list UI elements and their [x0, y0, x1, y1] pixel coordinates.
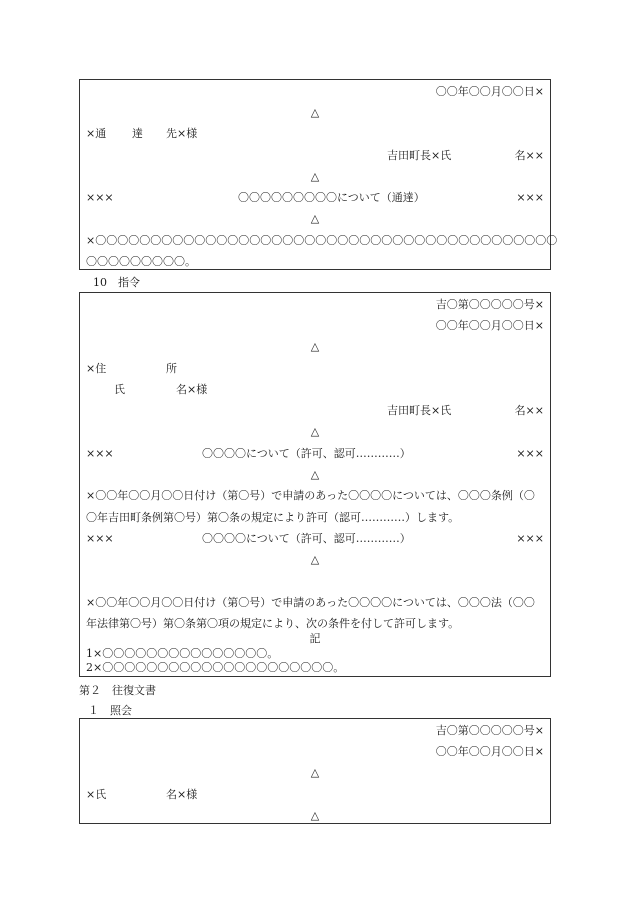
subject-right: ×××	[516, 447, 544, 460]
spacer-triangle: △	[310, 212, 320, 225]
spacer-triangle: △	[310, 106, 320, 119]
body-line-2: 〇〇〇〇〇〇〇〇〇。	[86, 255, 196, 268]
condition-item-2: 2×〇〇〇〇〇〇〇〇〇〇〇〇〇〇〇〇〇〇〇〇〇。	[86, 661, 345, 674]
section-heading-10: 10 指令	[93, 276, 140, 289]
body-line-1: ×〇〇〇〇〇〇〇〇〇〇〇〇〇〇〇〇〇〇〇〇〇〇〇〇〇〇〇〇〇〇〇〇〇〇〇〇〇〇〇〇〇〇	[86, 234, 558, 247]
subject-left: ×××	[86, 191, 114, 204]
shokai-box	[79, 718, 551, 824]
shirei-box	[79, 292, 551, 677]
sender-name: 吉田町長×氏	[387, 404, 452, 417]
condition-item-1: 1×〇〇〇〇〇〇〇〇〇〇〇〇〇〇〇。	[86, 647, 279, 660]
section-heading-2: 第２ 往復文書	[79, 684, 156, 697]
body-line-2: 〇年吉田町条例第〇号）第〇条の規定により許可（認可…………）します。	[86, 511, 460, 524]
subject-left: ×××	[86, 447, 114, 460]
addressee-prefix: ×通	[86, 127, 107, 140]
sender-name: 吉田町長×氏	[387, 149, 452, 162]
tsutatsu-box	[79, 79, 558, 270]
section-heading-1: １ 照会	[88, 704, 132, 717]
body-line-4: 年法律第〇号）第〇条第〇項の規定により、次の条件を付して許可します。	[86, 617, 460, 630]
subject-left: ×××	[86, 532, 114, 545]
spacer-triangle: △	[310, 468, 320, 481]
address-label: ×住	[86, 362, 107, 375]
date-line: 〇〇年〇〇月〇〇日×	[435, 319, 544, 332]
subject-right: ×××	[516, 191, 544, 204]
subject-title: 〇〇〇〇について（許可、認可…………）	[202, 447, 411, 460]
date-line: 〇〇年〇〇月〇〇日×	[435, 85, 544, 98]
spacer-triangle: △	[310, 553, 320, 566]
name-label: 氏	[114, 383, 125, 396]
name-label-end: 名×様	[176, 383, 208, 396]
ki-label: 記	[309, 632, 321, 645]
spacer-triangle: △	[310, 425, 320, 438]
address-label-end: 所	[166, 362, 177, 375]
body-line-1: ×〇〇年〇〇月〇〇日付け（第〇号）で申請のあった〇〇〇〇については、〇〇〇条例（〇	[86, 489, 535, 502]
sender-suffix: 名××	[514, 404, 544, 417]
addressee-label: ×氏	[86, 788, 107, 801]
document-number: 吉〇第〇〇〇〇〇号×	[435, 298, 544, 311]
spacer-triangle: △	[310, 340, 320, 353]
addressee-suffix: 先×様	[166, 127, 198, 140]
addressee-middle: 達	[132, 127, 143, 140]
spacer-triangle: △	[310, 170, 320, 183]
subject-title: 〇〇〇〇について（許可、認可…………）	[202, 532, 411, 545]
spacer-triangle: △	[310, 809, 320, 822]
subject-right: ×××	[516, 532, 544, 545]
spacer-triangle: △	[310, 766, 320, 779]
addressee-label-end: 名×様	[166, 788, 198, 801]
body-line-3: ×〇〇年〇〇月〇〇日付け（第〇号）で申請のあった〇〇〇〇については、〇〇〇法（〇〇	[86, 596, 535, 609]
subject-title: 〇〇〇〇〇〇〇〇〇について（通達）	[238, 191, 425, 204]
sender-suffix: 名××	[514, 149, 544, 162]
document-number: 吉〇第〇〇〇〇〇号×	[435, 724, 544, 737]
date-line: 〇〇年〇〇月〇〇日×	[435, 745, 544, 758]
